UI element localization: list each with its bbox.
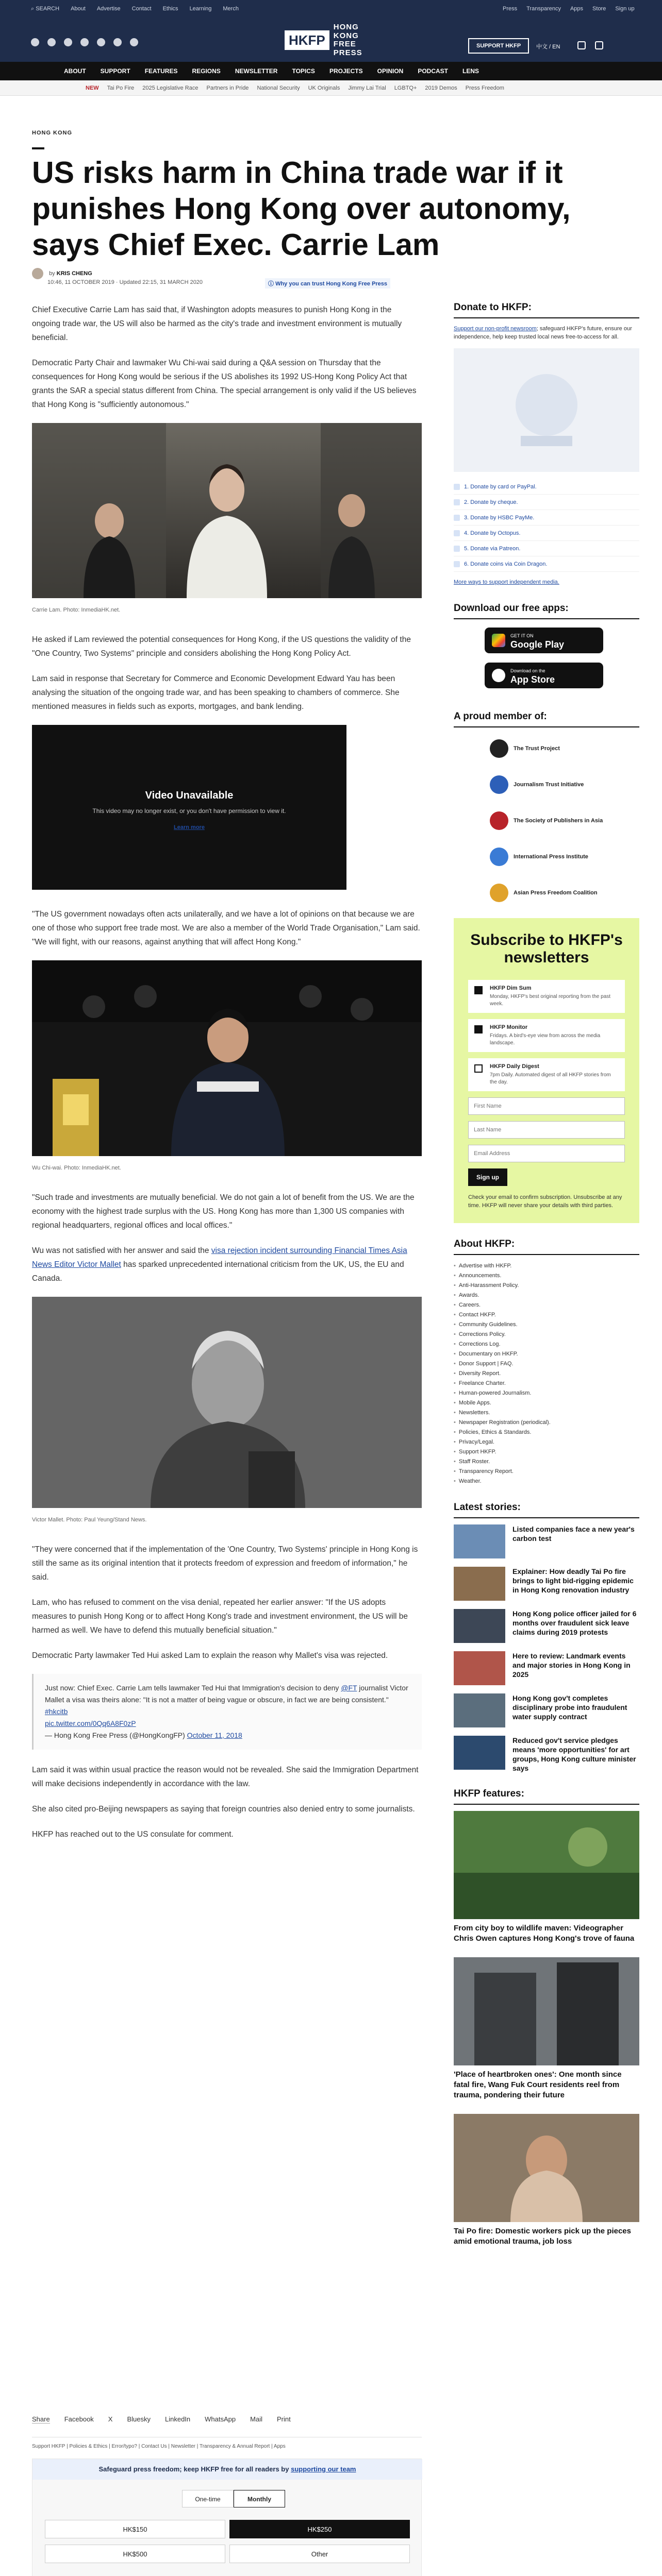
article-headline: US risks harm in China trade war if it punishes Hong Kong over autonomy, says Chief Exec. Carrie Lam: [32, 156, 571, 262]
story-thumbnail: [454, 1524, 505, 1558]
trending-link[interactable]: Partners in Pride: [206, 84, 249, 91]
paragraph: "The US government nowadays often acts unilaterally, and we have a lot of opinions on that because we are one of those who support free trade most. We are also a member of the World Trade Organisation," Lam said. "We will fight, with our reasons, against anything that will affect Hong Kong.": [32, 910, 420, 946]
topbar-press-link[interactable]: Press: [503, 6, 518, 12]
visa-rejection-link[interactable]: visa rejection incident surrounding Financial Times Asia News Editor Victor Mallet: [32, 1246, 407, 1269]
support-hkfp-button[interactable]: SUPPORT HKFP: [468, 38, 529, 54]
about-link[interactable]: • Careers.: [454, 1300, 639, 1310]
about-link[interactable]: • Contact HKFP.: [454, 1310, 639, 1320]
donation-header: [32, 2459, 422, 2480]
utility-bar: [0, 0, 662, 18]
jti-logo[interactable]: [490, 770, 639, 800]
sidebar-heading: Donate to HKFP:: [454, 302, 639, 318]
badge-large-text: Google Play: [510, 639, 565, 650]
donate-image: [454, 348, 639, 472]
threads-icon[interactable]: [97, 38, 105, 46]
frequency-monthly[interactable]: Monthly: [234, 2490, 285, 2507]
paragraph-text: Wu was not satisfied with her answer and said the: [32, 1246, 211, 1255]
apfc-icon: [490, 884, 508, 902]
site-logo[interactable]: [285, 25, 380, 56]
topbar-learning-link[interactable]: Learning: [189, 6, 212, 12]
sidebar-app-badges: [454, 625, 639, 701]
sidebar: [454, 302, 639, 2260]
newsletter-title: Subscribe to HKFP's newsletters: [470, 931, 623, 966]
story-thumbnail: [454, 1736, 505, 1770]
trust-link[interactable]: [265, 278, 390, 289]
sopa-logo[interactable]: [490, 806, 639, 836]
story-thumbnail: [454, 1693, 505, 1727]
about-link[interactable]: • Mobile Apps.: [454, 1398, 639, 1408]
paragraph: Lam said it was within usual practice the reason would not be revealed. She said the Immigration Department will make decisions independently in accordance with the law.: [32, 1766, 419, 1788]
video-unavailable-message: This video may no longer exist, or you don't have permission to view it.: [92, 807, 286, 815]
paragraph: [32, 1244, 422, 1285]
tweet-hashtag-link[interactable]: #hkcitb: [45, 1707, 68, 1716]
donate-method-label: 6. Donate coins via Coin Dragon.: [464, 561, 548, 567]
donate-method-octopus[interactable]: [454, 526, 639, 541]
latest-story[interactable]: [454, 1651, 639, 1685]
nav-podcast[interactable]: PODCAST: [418, 67, 448, 75]
feature-title: Tai Po fire: Domestic workers pick up the pieces amid emotional trauma, job loss: [454, 2227, 631, 2246]
x-icon[interactable]: [47, 38, 56, 46]
checkbox[interactable]: [474, 1064, 483, 1073]
video-learn-more-link[interactable]: Learn more: [174, 824, 205, 831]
card-icon: [454, 484, 460, 490]
search-icon[interactable]: [577, 41, 586, 49]
story-thumbnail: [454, 1651, 505, 1685]
feature-image: [454, 2114, 639, 2222]
google-play-icon: [492, 634, 505, 647]
email-input[interactable]: [468, 1145, 625, 1162]
paragraph: She also cited pro-Beijing newspapers as saying that foreign countries also denied entry to some journalists.: [32, 1805, 415, 1814]
article-kicker[interactable]: HONG KONG: [32, 130, 73, 136]
amount-option[interactable]: HK$150: [45, 2520, 225, 2538]
story-title: Explainer: How deadly Tai Po fire brings to light bid-rigging epidemic in Hong Kong renovation industry: [512, 1567, 634, 1594]
feature-image: [454, 1811, 639, 1919]
newsletter-signup: [454, 918, 639, 1223]
nav-support[interactable]: SUPPORT: [100, 67, 130, 75]
about-link[interactable]: • Human-powered Journalism.: [454, 1388, 639, 1398]
topbar-search-label: SEARCH: [36, 5, 60, 12]
feature-title: 'Place of heartbroken ones': One month since fatal fire, Wang Fuk Court residents reel from trauma, pondering their future: [454, 2070, 622, 2099]
photo-caption: Victor Mallet. Photo: Paul Yeung/Stand News.: [32, 1517, 147, 1523]
ipi-icon: [490, 848, 508, 866]
donate-method-patreon[interactable]: [454, 541, 639, 556]
logo-line1: HONG KONG: [333, 23, 359, 40]
story-thumbnail: [454, 1609, 505, 1643]
photo-wu-chi-wai: [32, 960, 422, 1156]
nav-regions[interactable]: REGIONS: [192, 67, 221, 75]
about-link[interactable]: • Documentary on HKFP.: [454, 1349, 639, 1359]
donate-intro: [454, 325, 639, 341]
newsletter-option-desc: Monday, HKFP's best original reporting from the past week.: [490, 994, 611, 1007]
about-link[interactable]: • Transparency Report.: [454, 1467, 639, 1477]
story-title: Hong Kong police officer jailed for 6 months over fraudulent sick leave claims during 2019 protests: [512, 1609, 637, 1636]
member-name: Journalism Trust Initiative: [514, 782, 584, 788]
sidebar-heading: A proud member of:: [454, 711, 639, 727]
trending-link[interactable]: National Security: [257, 84, 300, 91]
checkbox[interactable]: [474, 986, 483, 994]
tweet-mention-link[interactable]: @FT: [341, 1684, 357, 1692]
first-name-input[interactable]: [468, 1097, 625, 1115]
latest-story[interactable]: [454, 1693, 639, 1727]
paragraph: Democratic Party Chair and lawmaker Wu Chi-wai said during a Q&A session on Thursday that the consequences for Hong Kong would be serious if the US abolishes its 1992 US-Hong Kong Policy Act that grants the SAR a special status different from China. The special arrangement is only valid if the US believes that Hong Kong is "sufficiently autonomous.": [32, 359, 417, 409]
new-badge: NEW: [86, 84, 99, 91]
about-link[interactable]: • Newsletters.: [454, 1408, 639, 1418]
newsletter-option-name: HKFP Daily Digest: [490, 1063, 539, 1070]
latest-story[interactable]: [454, 1609, 639, 1643]
donation-widget: [32, 2459, 422, 2576]
newsletter-option-digest[interactable]: [468, 1058, 625, 1091]
jti-icon: [490, 775, 508, 794]
trending-link[interactable]: Press Freedom: [465, 84, 504, 91]
about-link[interactable]: • Diversity Report.: [454, 1369, 639, 1379]
payme-icon: [454, 515, 460, 521]
latest-story[interactable]: [454, 1567, 639, 1601]
donate-method-label: 5. Donate via Patreon.: [464, 545, 521, 552]
more-ways-link[interactable]: More ways to support independent media.: [454, 579, 559, 585]
trust-project-icon: [490, 739, 508, 758]
photo-carrie-lam: [32, 423, 422, 598]
youtube-icon[interactable]: [80, 38, 89, 46]
photo-caption: Wu Chi-wai. Photo: InmediaHK.net.: [32, 1165, 121, 1171]
share-x[interactable]: X: [108, 2415, 113, 2423]
donate-method-cheque[interactable]: [454, 495, 639, 510]
article-footer-links[interactable]: Support HKFP | Policies & Ethics | Error/typo? | Contact Us | Newsletter | Transparency & Annual Report | Apps: [32, 2437, 422, 2449]
newsletter-option-monitor[interactable]: [468, 1019, 625, 1052]
video-embed[interactable]: [32, 725, 346, 890]
facebook-icon[interactable]: [31, 38, 39, 46]
byline: [32, 268, 599, 287]
share-whatsapp[interactable]: WhatsApp: [205, 2415, 236, 2423]
language-toggle[interactable]: 中文 / EN: [536, 44, 560, 50]
about-link[interactable]: • Awards.: [454, 1291, 639, 1300]
sidebar-heading: HKFP features:: [454, 1788, 639, 1805]
amount-option-other[interactable]: Other: [229, 2545, 410, 2563]
social-links: [31, 38, 138, 46]
share-mail[interactable]: Mail: [250, 2415, 262, 2423]
photo-victor-mallet: [32, 1297, 422, 1508]
membership-logos: [454, 734, 639, 908]
donate-method-label: 3. Donate by HSBC PayMe.: [464, 514, 535, 521]
story-title: Listed companies face a new year's carbon test: [512, 1525, 635, 1543]
byline-prefix: by: [49, 270, 55, 277]
newsletter-fineprint: Check your email to confirm subscription. Unsubscribe at any time. HKFP will never share your details with third parties.: [468, 1194, 622, 1209]
about-links: [454, 1261, 639, 1486]
member-name: The Society of Publishers in Asia: [514, 818, 603, 824]
masthead: [0, 18, 662, 62]
share-label: Share: [32, 2415, 50, 2423]
about-link[interactable]: • Corrections Log.: [454, 1340, 639, 1349]
tweet-text: journalist Victor Mallet a visa was theirs alone: "It is not a matter of being vague or obscure, in fact we are being consistent.": [45, 1684, 408, 1704]
paragraph: HKFP has reached out to the US consulate for comment.: [32, 1830, 234, 1839]
tweet-text: Just now: Chief Exec. Carrie Lam tells lawmaker Ted Hui that Immigration's decision to deny: [45, 1684, 341, 1692]
topbar-ethics-link[interactable]: Ethics: [162, 6, 178, 12]
feature-stories: [454, 1811, 639, 2247]
paragraph: He asked if Lam reviewed the potential consequences for Hong Kong, if the US questions the validity of the "One Country, Two Systems" principle and considers abolishing the Hong Kong Policy Act.: [32, 635, 411, 658]
tweet-date-link[interactable]: October 11, 2018: [187, 1731, 242, 1739]
share-bluesky[interactable]: Bluesky: [127, 2415, 151, 2423]
donate-intro-text: ; safeguard HKFP's future, ensure our independence, help keep trusted local news free-to-access for all.: [454, 326, 632, 340]
checkbox[interactable]: [474, 1025, 483, 1033]
nav-about[interactable]: ABOUT: [64, 67, 86, 75]
topbar-contact-link[interactable]: Contact: [131, 6, 152, 12]
feature-title: From city boy to wildlife maven: Videographer Chris Owen captures Hong Kong's trove of fauna: [454, 1924, 635, 1943]
author-avatar: [32, 268, 43, 279]
about-link[interactable]: • Corrections Policy.: [454, 1330, 639, 1340]
badge-small-text: GET IT ON: [510, 633, 534, 638]
coin-icon: [454, 561, 460, 567]
article-dates: 10:46, 11 OCTOBER 2019 · Updated 22:15, 31 MARCH 2020: [47, 279, 203, 285]
story-title: Hong Kong gov't completes disciplinary probe into fraudulent water supply contract: [512, 1694, 627, 1721]
nav-opinion[interactable]: OPINION: [377, 67, 404, 75]
topbar-apps-link[interactable]: Apps: [570, 6, 584, 12]
share-facebook[interactable]: Facebook: [64, 2415, 94, 2423]
sopa-icon: [490, 811, 508, 830]
about-link[interactable]: • Freelance Charter.: [454, 1379, 639, 1388]
trust-link-label: Why you can trust Hong Kong Free Press: [275, 281, 388, 287]
article-body: [32, 303, 422, 1853]
app-store-badge[interactable]: [485, 663, 603, 688]
logo-wordmark: [334, 23, 380, 57]
donate-method-payme[interactable]: [454, 510, 639, 526]
photo-caption: Carrie Lam. Photo: InmediaHK.net.: [32, 607, 121, 613]
paragraph: Democratic Party lawmaker Ted Hui asked Lam to explain the reason why Mallet's visa was rejected.: [32, 1651, 388, 1660]
trending-link[interactable]: LGBTQ+: [394, 84, 417, 91]
newsletter-option-name: HKFP Dim Sum: [490, 985, 532, 991]
topbar-signup-link[interactable]: Sign up: [615, 6, 635, 12]
sidebar-donate: [454, 302, 639, 585]
about-link[interactable]: • Support HKFP.: [454, 1447, 639, 1457]
tweet-source: — Hong Kong Free Press (@HongKongFP): [45, 1731, 187, 1739]
member-name: Asian Press Freedom Coalition: [514, 890, 598, 896]
about-link[interactable]: • Announcements.: [454, 1271, 639, 1281]
donation-header-text: Safeguard press freedom; keep HKFP free for all readers by: [98, 2465, 291, 2473]
patreon-icon: [454, 546, 460, 552]
nav-projects[interactable]: PROJECTS: [329, 67, 363, 75]
donate-method-label: 2. Donate by cheque.: [464, 499, 518, 505]
about-link[interactable]: • Donor Support | FAQ.: [454, 1359, 639, 1369]
headline-rule: [32, 147, 44, 149]
latest-stories: [454, 1524, 639, 1773]
story-title: Reduced gov't service pledges means 'more opportunities' for art groups, Hong Kong culture minister says: [512, 1736, 636, 1772]
nav-lens[interactable]: LENS: [462, 67, 479, 75]
share-linkedin[interactable]: LinkedIn: [165, 2415, 191, 2423]
about-link[interactable]: • Community Guidelines.: [454, 1320, 639, 1330]
search-icon: ⌕: [31, 5, 36, 12]
trust-project-logo[interactable]: [490, 734, 639, 764]
member-name: International Press Institute: [514, 854, 588, 860]
feature-story[interactable]: [454, 2114, 639, 2247]
share-print[interactable]: Print: [276, 2415, 291, 2423]
badge-large-text: App Store: [510, 674, 555, 685]
badge-small-text: Download on the: [510, 668, 545, 673]
about-link[interactable]: • Staff Roster.: [454, 1457, 639, 1467]
sidebar-heading: About HKFP:: [454, 1239, 639, 1255]
user-icon[interactable]: [595, 41, 603, 49]
google-play-badge[interactable]: [485, 628, 603, 653]
latest-story[interactable]: [454, 1524, 639, 1558]
feature-image: [454, 1957, 639, 2065]
topbar-about-link[interactable]: About: [71, 6, 86, 12]
ipi-logo[interactable]: [490, 842, 639, 872]
topbar-search-link[interactable]: [31, 6, 59, 12]
info-icon: ⓘ: [268, 281, 276, 287]
paragraph: "They were concerned that if the implementation of the 'One Country, Two Systems' principle in Hong Kong is still the same as its original intention that it protects freedom of expression and freedom of information," he said.: [32, 1545, 418, 1582]
about-link[interactable]: • Newspaper Registration (periodical).: [454, 1418, 639, 1428]
frequency-one-time[interactable]: One-time: [182, 2490, 234, 2507]
latest-story[interactable]: [454, 1736, 639, 1773]
trending-link[interactable]: Jimmy Lai Trial: [348, 84, 386, 91]
about-link[interactable]: • Privacy/Legal.: [454, 1437, 639, 1447]
donate-method-coins[interactable]: [454, 556, 639, 572]
topbar-merch-link[interactable]: Merch: [223, 6, 239, 12]
instagram-icon[interactable]: [64, 38, 72, 46]
paragraph-text: has sparked unprecedented international criticism from the UK, US, the EU and Canada.: [32, 1260, 404, 1283]
story-title: Here to review: Landmark events and major stories in Hong Kong in 2025: [512, 1652, 631, 1679]
story-thumbnail: [454, 1567, 505, 1601]
sidebar-heading: Latest stories:: [454, 1502, 639, 1518]
trending-link[interactable]: 2025 Legislative Race: [142, 84, 198, 91]
trending-link[interactable]: Tai Po Fire: [107, 84, 135, 91]
video-unavailable-title: Video Unavailable: [145, 790, 234, 801]
sidebar-heading: Download our free apps:: [454, 603, 639, 619]
paragraph: "Such trade and investments are mutually beneficial. We do not gain a lot of benefit from the US. We are the economy with the highest trade surplus with the US. Hong Kong has more than 1,300 US companies with regional headquarters, regional offices and local offices.": [32, 1193, 415, 1230]
octopus-icon: [454, 530, 460, 536]
about-link[interactable]: • Anti-Harassment Policy.: [454, 1281, 639, 1291]
nav-features[interactable]: FEATURES: [144, 67, 178, 75]
trending-bar: [0, 80, 662, 96]
donate-methods: [454, 479, 639, 572]
newsletter-signup-button[interactable]: Sign up: [468, 1168, 507, 1186]
logo-line2: FREE PRESS: [333, 40, 362, 57]
logo-mark: HKFP: [285, 30, 329, 50]
about-link[interactable]: • Weather.: [454, 1477, 639, 1486]
embedded-tweet: [32, 1674, 422, 1750]
trending-link[interactable]: 2019 Demos: [425, 84, 457, 91]
donate-method-label: 1. Donate by card or PayPal.: [464, 483, 537, 490]
feature-story[interactable]: [454, 1957, 639, 2100]
donate-method-card[interactable]: [454, 479, 639, 495]
cheque-icon: [454, 499, 460, 505]
newsletter-option-desc: Fridays. A bird's-eye view from across the media landscape.: [490, 1033, 601, 1046]
amount-option[interactable]: HK$500: [45, 2545, 225, 2563]
support-newsroom-link[interactable]: Support our non-profit newsroom: [454, 326, 537, 332]
nav-topics[interactable]: TOPICS: [292, 67, 315, 75]
trending-link[interactable]: UK Originals: [308, 84, 340, 91]
member-name: The Trust Project: [514, 745, 560, 752]
bluesky-icon[interactable]: [113, 38, 122, 46]
support-team-link[interactable]: supporting our team: [291, 2465, 356, 2473]
share-bar: [32, 2415, 291, 2424]
about-link[interactable]: • Advertise with HKFP.: [454, 1261, 639, 1271]
newsletter-option-desc: 7pm Daily. Automated digest of all HKFP stories from the day.: [490, 1072, 611, 1085]
frequency-toggle: [182, 2490, 285, 2507]
feature-story[interactable]: [454, 1811, 639, 1944]
newsletter-option-dimsum[interactable]: [468, 980, 625, 1013]
paragraph: Lam said in response that Secretary for Commerce and Economic Development Edward Yau has been analysing the situation of the ongoing trade war, and has been speaking to chambers of commerce. She mentioned measures in fields such as exports, mortgages, and bank lending.: [32, 674, 400, 711]
topbar-store-link[interactable]: Store: [592, 6, 606, 12]
amount-option-selected[interactable]: HK$250: [229, 2520, 410, 2538]
about-link[interactable]: • Policies, Ethics & Standards.: [454, 1428, 639, 1437]
linkedin-icon[interactable]: [130, 38, 138, 46]
apfc-logo[interactable]: [490, 878, 639, 908]
topbar-transparency-link[interactable]: Transparency: [526, 6, 561, 12]
nav-newsletter[interactable]: NEWSLETTER: [235, 67, 278, 75]
newsletter-option-name: HKFP Monitor: [490, 1024, 528, 1030]
tweet-pic-link[interactable]: pic.twitter.com/0Qq6A8F0zP: [45, 1719, 136, 1727]
topbar-advertise-link[interactable]: Advertise: [96, 6, 121, 12]
author-link[interactable]: KRIS CHENG: [56, 270, 92, 277]
apple-icon: [492, 669, 505, 682]
paragraph: Chief Executive Carrie Lam has said that, if Washington adopts measures to punish Hong Kong in the ongoing trade war, the US will also be harmed as the city's trade and investment environment is mutually beneficial.: [32, 306, 402, 342]
main-nav: [0, 62, 662, 80]
donate-method-label: 4. Donate by Octopus.: [464, 530, 521, 536]
paragraph: Lam, who has refused to comment on the visa denial, repeated her earlier answer: "If the US adopts measures to punish Hong Kong or to affect Hong Kong's trade and investment environment, the US will be harmed as well. We have to defend this mutually beneficial situation.": [32, 1598, 408, 1635]
last-name-input[interactable]: [468, 1121, 625, 1139]
